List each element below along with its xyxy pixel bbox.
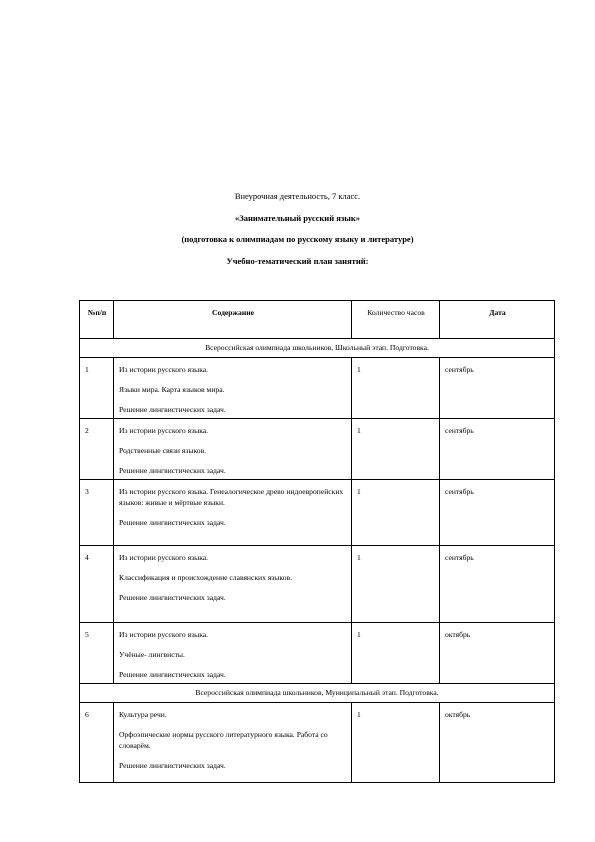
- table-header-row: [80, 301, 555, 339]
- row-number: 6: [80, 703, 114, 783]
- row-content: [114, 703, 352, 783]
- content-line: Решение лингвистических задач.: [119, 593, 226, 602]
- row-number: 5: [80, 623, 114, 684]
- table-row: [80, 546, 555, 623]
- thematic-plan-table: [79, 300, 555, 783]
- row-hours: 1: [352, 419, 440, 480]
- row-hours: 1: [352, 358, 440, 419]
- table-row: [80, 480, 555, 546]
- row-content: [114, 419, 352, 480]
- column-header-number: №п/п: [80, 301, 114, 339]
- row-date: сентябрь: [440, 419, 555, 480]
- content-line: Учёные- лингвисты.: [119, 650, 185, 659]
- row-hours: 1: [352, 546, 440, 623]
- row-content: [114, 480, 352, 546]
- row-hours: 1: [352, 703, 440, 783]
- section-row: [80, 684, 555, 703]
- course-subtitle: (подготовка к олимпиадам по русскому языку и литературе): [181, 234, 414, 244]
- row-date: сентябрь: [440, 546, 555, 623]
- plan-title: Учебно-тематический план занятий:: [226, 255, 369, 266]
- content-line: Классификация и происхождение славянских языков.: [119, 573, 292, 582]
- row-date: сентябрь: [440, 358, 555, 419]
- row-number: 3: [80, 480, 114, 546]
- row-date: сентябрь: [440, 480, 555, 546]
- table-row: [80, 358, 555, 419]
- content-line: Решение лингвистических задач.: [119, 761, 226, 770]
- column-header-content: Содержание: [114, 301, 352, 339]
- content-line: Из истории русского языка.: [119, 426, 209, 435]
- content-line: Из истории русского языка.: [119, 553, 209, 562]
- course-name: «Занимательный русский язык»: [234, 212, 361, 223]
- row-content: [114, 623, 352, 684]
- row-hours: 1: [352, 480, 440, 546]
- content-line: Решение лингвистических задач.: [119, 405, 226, 414]
- table-row: [80, 703, 555, 783]
- table-row: [80, 419, 555, 480]
- content-line: Орфоэпические нормы русского литературного языка. Работа со словарём.: [119, 730, 328, 750]
- row-date: октябрь: [440, 703, 555, 783]
- content-line: Родственные связи языков.: [119, 446, 207, 455]
- section-title: Всероссийская олимпиада школьников, Муниципальный этап. Подготовка.: [80, 684, 555, 703]
- content-line: Решение лингвистических задач.: [119, 518, 226, 527]
- content-line: Решение лингвистических задач.: [119, 466, 226, 475]
- course-title: Внеурочная деятельность, 7 класс.: [234, 191, 361, 201]
- content-line: Из истории русского языка.: [119, 630, 209, 639]
- row-content: [114, 546, 352, 623]
- row-number: 1: [80, 358, 114, 419]
- table-row: [80, 623, 555, 684]
- section-row: [80, 339, 555, 358]
- content-line: Культура речи.: [119, 710, 167, 719]
- content-line: Из истории русского языка.: [119, 365, 209, 374]
- row-hours: 1: [352, 623, 440, 684]
- document-header: [0, 186, 595, 272]
- row-date: октябрь: [440, 623, 555, 684]
- column-header-date: Дата: [440, 301, 555, 339]
- column-header-hours: Количество часов: [352, 301, 440, 339]
- content-line: Из истории русского языка. Генеалогическое древо индоевропейских языков: живые и мёртвые языки.: [119, 487, 344, 507]
- content-line: Языки мира. Карта языков мира.: [119, 385, 225, 394]
- content-line: Решение лингвистических задач.: [119, 670, 226, 679]
- row-number: 4: [80, 546, 114, 623]
- row-content: [114, 358, 352, 419]
- row-number: 2: [80, 419, 114, 480]
- section-title: Всероссийская олимпиада школьников, Школьный этап. Подготовка.: [80, 339, 555, 358]
